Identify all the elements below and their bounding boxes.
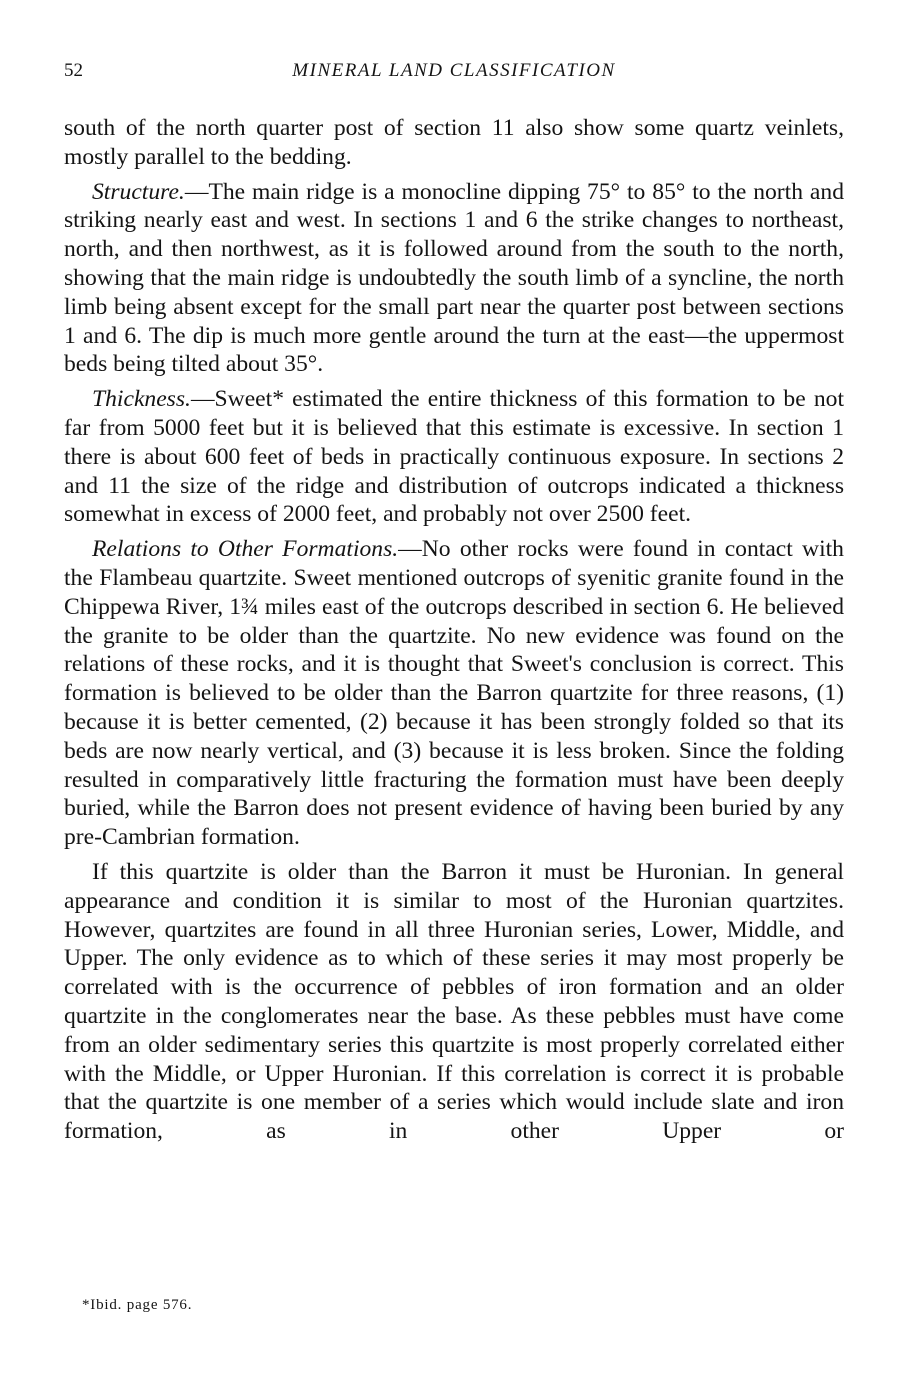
footnote: *Ibid. page 576. — [82, 1297, 193, 1313]
run-in-heading-structure: Structure. — [92, 178, 185, 205]
paragraph-text: south of the north quarter post of section 11 also show some quartz veinlets, mostly parallel to the bedding. — [64, 115, 844, 170]
paragraph-text: —Sweet* estimated the entire thickness of this formation to be not far from 5000 feet but it is believed that this estimate is excessive. In section 1 there is about 600 feet of beds in practically continuous exposure. In sections 2 and 11 the size of the ridge and distribution of outcrops indicated a thickness somewhat in excess of 2000 feet, and probably not over 2500 feet. — [64, 386, 844, 528]
paragraph-text: —The main ridge is a monocline dipping 75° to 85° to the north and striking nearly east and west. In sections 1 and 6 the strike changes to northeast, north, and then northwest, as it is followed around from the south to the north, showing that the main ridge is undoubtedly the south limb of a syncline, the north limb being absent except for the small part near the quarter post between sections 1 and 6. The dip is much more gentle around the turn at the east—the uppermost beds being tilted about 35°. — [64, 178, 844, 378]
paragraph-relations — [64, 535, 844, 852]
paragraph-structure — [64, 178, 844, 380]
body-text — [64, 114, 844, 1152]
paragraph-text: —No other rocks were found in contact with the Flambeau quartzite. Sweet mentioned outcrops of syenitic granite found in the Chippewa River, 1¾ miles east of the outcrops described in section 6. He believed the granite to be older than the quartzite. No new evidence was found on the relations of these rocks, and it is thought that Sweet's conclusion is correct. This formation is believed to be older than the Barron quartzite for three reasons, (1) because it is better cemented, (2) because it has been strongly folded so that its beds are now nearly vertical, and (3) because it is less broken. Since the folding resulted in comparatively little fracturing the formation must have been deeply buried, while the Barron does not present evidence of having been buried by any pre-Cambrian formation. — [64, 536, 844, 851]
paragraph-text: If this quartzite is older than the Barron it must be Huronian. In general appearance and condition it is similar to most of the Huronian quartzites. However, quartzites are found in all three Huronian series, Lower, Middle, and Upper. The only evidence as to which of these series it may most properly be correlated with is the occurrence of pebbles of iron formation and an older quartzite in the conglomerates near the base. As these pebbles must have come from an older sedimentary series this quartzite is most properly correlated either with the Middle, or Upper Huronian. If this correlation is correct it is probable that the quartzite is one member of a series which would include slate and iron formation, as in other Upper or — [64, 858, 844, 1145]
paragraph-huronian — [64, 858, 844, 1146]
page-header — [64, 60, 844, 90]
page-number: 52 — [64, 60, 83, 81]
paragraph-thickness — [64, 385, 844, 529]
run-in-heading-thickness: Thickness. — [92, 386, 191, 413]
running-title: MINERAL LAND CLASSIFICATION — [292, 60, 616, 81]
run-in-heading-relations: Relations to Other Formations. — [92, 536, 399, 563]
paragraph-continuation — [64, 114, 844, 172]
